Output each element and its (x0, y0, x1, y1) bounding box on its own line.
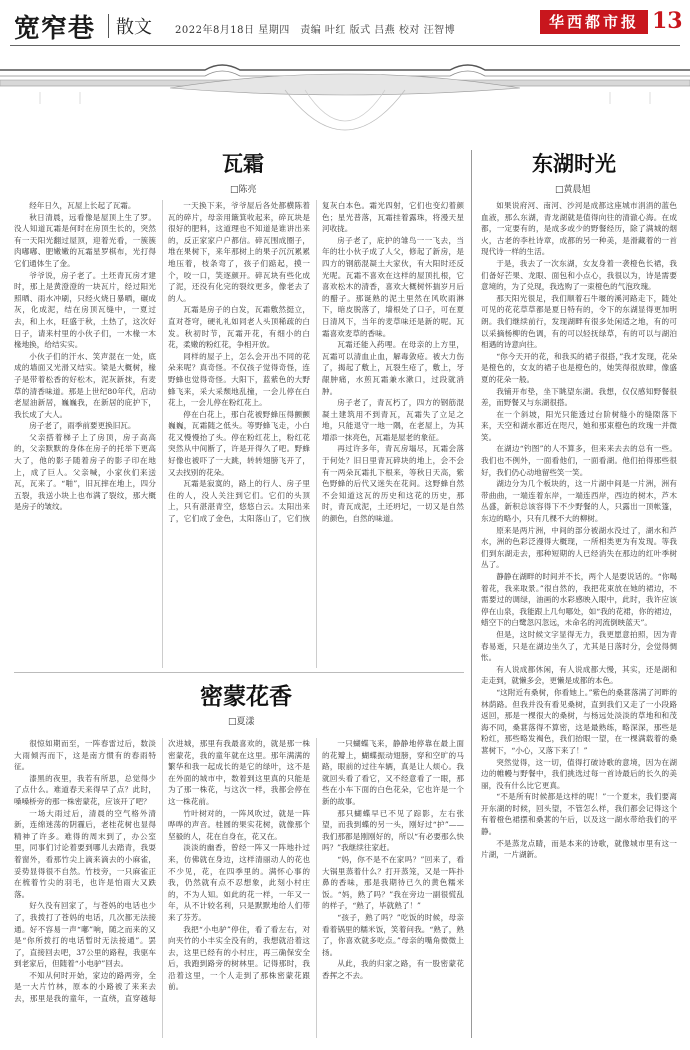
article-title: 密蒙花香 (200, 683, 292, 710)
paragraph: 一场大雨过后，清晨的空气格外清新，连绵迷荡的阴霾后，老桂花树也显得精神了许多。难得的周末到了，办公室里，同事们讨论着要到哪儿去踏青，我耍着窗外，看那竹尖上滴来滴去的小麻雀，妥势显得很不自然。竹枝旁，一只麻雀正在梳着竹尖的羽毛，也许是怕雨大又跌落。 (14, 808, 156, 899)
paragraph: 淡淡的幽香，曾经一阵又一阵地扑过来，仿佛就在身边，这样清丽动人的花也不少见，花，在四季里的。满怀心事的我，仍然就有点不忍想象，此刻小村庄的，不为人知。如此的花一样，一年又一年，从不计较名利，只是默默地给人们带来了芬芳。 (168, 843, 310, 922)
article-body (14, 200, 464, 668)
paragraph: 静静在湖畔的时间并不长，两个人是要说话的。“你喝着花，我来取景。”很自然的，我把花束放在她的裙边，不需要过的调绿，油画的水彩感映入眼中，此时，我许应该停在山泉，我能跟上几句哪处，如“我的花裙，你的裙边，蜡空下的白鹭忽闪忽远，未命名的河流倒映蓝天”。 (481, 572, 677, 628)
page-number: 13 (652, 8, 683, 34)
paragraph: 停在白花上，那白花被野蜂压得颤颤巍巍，瓦霜随之低头。等野蜂飞走，小白花又慢慢抬了头。停在粉红花上，粉红花突然从中间断了，许是开得久了吧。野蜂好像也被吓了一大跳，转转翅膀飞开了，又去找别的花朵。 (168, 409, 310, 477)
paragraph: 父亲搭着梯子上了房顶，房子高高的，父亲默默的身体在房子的托举下更高大了，他的影子随着房子的影子印在地上，成了巨人。父亲喊，小家伙们来送瓦，瓦来了。“啪”，旧瓦摔在地上，四分五裂，我送小块上也布满了裂纹，那大概是房子的皱纹。 (14, 432, 156, 512)
article-title: 瓦霜 (222, 151, 264, 176)
paragraph: 爷爷说，房子老了。土坯青瓦房才建时，那上是黄澄澄的一块瓦片，经过阳光照晒、雨水冲刷，只经火烧日暴晒，碾成灰，化成泥，结在房顶瓦缝中，一夏过去，和上水，旺盛于秋，土热了，这次好日子，请来村里的小伙子们，一木椽一木椽地换，给结实实。 (14, 270, 156, 350)
paragraph: 瓦霜还能入药哩。在母亲的上方里，瓦霜可以清血止血，解毒敛疮。被大力伤了，揭起了敷上，瓦裂生疮了，敷上，牙龈肿痛，水煎瓦霜兼水漱口，过段就消肿。 (322, 340, 464, 396)
paragraph: 在湖边“钓图”的人不算多，但来来去去的总有一些。我们也不例外，一面看他们，一面看湖。他们拍得那些很好，我们仍心动地留些笑一笑。 (481, 444, 677, 477)
paragraph: 有人说成都休闲，有人说成都大慢，其实，还是湖和走走到，就懒多会，更懒是成都的本色。 (481, 664, 677, 686)
paragraph: 经年日久，瓦屋上长起了瓦霜。 (29, 201, 136, 210)
paragraph: 我把“小电驴”停住，看了看左右，对向夹竹的小丰实全没有的，我想就沿着这去，这里已经有的小村庄，再三确保安全后，我跑到路旁的树林里。记得那时，我沿着这里，一个人走到了那株密蒙花跟前。 (168, 924, 310, 992)
paragraph: 不知从何时开始，家边的路两旁，全是一大片竹林，原本的小路被了来来去去，那里是我的童年，一直绕，直穿越每次进城，那里有我最喜欢的，就是那一株密蒙花，我的童年就在这里。那年满满的繁华和我一起成长的是它的绿叶，这不是在外面的城市中，数着到这里真的只能是为了那一株花，与这次一样，我都会停在这一株花前。 (14, 739, 310, 1004)
article-author: □夏漾 (228, 717, 255, 727)
paragraph: 如果说府河、南河、沙河是成都这座城市涓涓的蓝色血液，那么东湖，青龙湖就是值得向往的清澈心海。在成都，一定要有的，是成多或少的野餐经历，除了满城的烟火，古老的李杜诗章，成都的另一种美，是滑藏着的一首现代诗一样的生活。 (481, 201, 677, 257)
paragraph: 原来是两片洲，中间的部分被湖水没过了，湖水和芦水，洲的色彩泛漫得大概现，一所相类更为有发现。等我们到东湖走去，那种短期的人已经消失在那边的红叶季树丛了。 (481, 525, 677, 570)
paragraph: 瓦霜是寂寞的，路上的行人、房子里住的人，没人关注到它们。它们的头顶上，只有湛湛青空，悠悠白云。太阳出来了，它们成了金色，太阳落山了，它们恢复灰白本色。霜光四射，它们也变幻着颜色；星光普落，瓦霜挂着露珠，将漫天星河收拢。 (168, 201, 464, 524)
paragraph: 在一个斜坡，阳光只能透过台阶树缝小的缝隙落下来，天空和湖水都近在咫尺，她和那束橙色的玫瑰一并微笑。 (481, 409, 677, 442)
paragraph: 竹叶树对的，一阵风吹过，就是一阵哗哗的声音。桂圆的果实花树，就像那个坚毅的人，花在自身在，花又在。 (168, 808, 310, 841)
article-body (481, 200, 677, 1038)
paragraph: 再过许多年，青瓦房塌尽，瓦霜会落于何处？旧日里青瓦碎块的地上，会不会有一两朵瓦霜扎下根来，等秋日天高，紫色野蜂的后代又迷失在花间。这野蜂自然不会知道这瓦的历史和这花的历史，那时，青瓦成泥，土还坍圮，一切又是自然的颜色，自然的味道。 (322, 444, 464, 524)
paragraph: 房子老了，青瓦朽了，四方的钢筋混凝土建筑用不到青瓦，瓦霜失了立足之地，只能退守一地一隅，在老屋上，为其增添一抹亮色，瓦霜是屋老的象征。 (322, 398, 464, 442)
paragraph: “不是所有时候都是这样的呢！”一个夏末，我们要离开东湖的时候，回头望，不管怎么样，我们都会记得这个有着橙色裙摆和桑葚的午后，以及这一湖水带给我们的平静。 (481, 792, 677, 837)
article-title: 东湖时光 (532, 151, 616, 176)
header-rule (10, 45, 680, 46)
paragraph: 我铺开布垫，坐下眺望东湖。我想，仅仅感知野餐很差，而野餐又与东湖很搭。 (481, 386, 677, 408)
paragraph: 同样的屋子上，怎么会开出不同的花朵来呢？真奇怪。不仅孩子觉得奇怪，连野蜂也觉得奇怪。大阳下，蓝紫色的大野蜂飞来，采大采颓地乱撞，一会儿停在白花上，一会儿停在粉红花上。 (168, 351, 310, 408)
paragraph: 那只蝴蝶早已不见了踪影，左右张望，而我到蝶的另一头，刚好过“护”——我们那都是刚刚好的，所以“有必要那么快吗？”我继续往家赶。 (322, 808, 464, 853)
paragraph: 一天换下来，爷爷屋后各处都横陈着瓦的碎片，母亲用簸箕收起来，碎瓦块是很好的肥料，这道理也不知道是谁讲出来的，反正家家户户都信。碎瓦围成圈子，堆在果树下，来年那树上的果子沉沉累累地压着，枝条弯了，孩子们踮起，摸一个，咬一口，笑逐颜开。碎瓦块有些化成了泥，还没有化完的裂纹更多，像老去了的人。 (168, 201, 310, 303)
paragraph: “这附近有桑树，你看她上。”紫色的桑葚落满了河畔的林荫路。但我并没有看见桑树，直到我们又走了一小段路返回，那是一棵很大的桑树，与杨远处淡淡的草地和和茂海不同，桑葚落得不算密，这是最熟练，略深深，那些是粉红，那些略发褐色，我们抬眼一望，在一棵满载着的桑葚树下，“小心，又落下来了！” (481, 687, 677, 755)
article-body (14, 738, 464, 1038)
paragraph: 湖边分为几个板块的，这一片湖中间是一片洲，洲有带曲曲，一端连着东岸，一端连西岸，西边的树木，芦木丛盛，新积总该容得下不少野餐的人，只露出一顶帐篷，东边的略小，只有几棵不大的柳树。 (481, 479, 677, 524)
masthead: 宽窄巷 (14, 14, 96, 44)
column-divider (471, 150, 472, 1038)
page-header (0, 0, 690, 48)
paragraph: 那天阳光很足，我们顺着石牛堰的溪河路走下，随处可见的花花草草都是夏日特有的，令下的东湖显得更加明朗。我们继续前行，发现湖畔有很多处闲适之地，有的可以采摘杨柳的色调，有的可以轻抚绿草，有的可以与湖泊相遇的诗意向往。 (481, 293, 677, 350)
paragraph: 房子老了，庇护的雏鸟一一飞去，当年的壮小伙子成了人父，修起了新房，是四方的钢筋混凝土大家伙，有大阳时还反光呢。瓦霜不喜欢在这样的屋顶扎根，它喜欢松木的清香，喜欢大概树怀揣岁月后的醋子。那诞熟的泥土里然在风吹雨淋下，暗皮脱落了，墙根处了口子，可在夏日清风下，当年的麦草味还是新的呢。瓦霜喜欢麦草的香味。 (322, 235, 464, 338)
header-divider (108, 14, 109, 38)
article-author: □黄晨旭 (555, 185, 591, 195)
paragraph: “妈，你不是不在家吗？”回来了，看大锅里蒸着什么？打开蒸笼，又是一阵扑鼻的香味，那是我期待已久的黄色糯米饭。“妈，熟了吗？”我在旁边一副很慌乱的样子，“熟了，毕就熟了！” (322, 854, 464, 911)
section-label: 散文 (116, 17, 152, 38)
paragraph: 但是，这时候文字显得无力，我更愿意拍照，因为青春易逝，只是在湖边坐久了，尤其是日落时分，会觉得惆怅。 (481, 629, 677, 663)
divider (14, 672, 464, 673)
paragraph: 从此，我的归家之路，有一股密蒙花香挥之不去。 (322, 959, 464, 980)
paragraph: 于是，我去了一次东湖，女友身着一袭橙色长裙，我们备好芒果、龙眼、面包和小点心，我很以为，诗是需要意境的，为了兑现，我选购了一束橙色的气泡玫瑰。 (481, 258, 677, 292)
paragraph: “你今天开的花，和我买的裙子很搭，”我才发现，花朵是橙色的，女友的裙子也是橙色的，她笑得很放肆，像盛夏的花朵一般。 (481, 351, 677, 384)
paragraph: 漆黑的夜里，我若有所思，总觉得少了点什么。难道春天来得早了点？此时，嗓嗓桥旁的那一株密蒙花，应该开了吧？ (14, 773, 156, 806)
paragraph: 一只蝴蝶飞来，静静地停靠在最上面的花瓣上，蝴蝶振动翅膀，穿和空旷的马路，眼前的过往车辆，真是让人烦心。我就回头看了看它，又不经意看了一眼，那些在小车下面的白色花朵，它也许是一个新的故事。 (322, 739, 464, 806)
paragraph: 突然觉得，这一切，值得打破诗歌的意境，因为在湖边的帷幔与野餐中，我们挑选过每一首诗最后的长久的美丽，没有什么比它更真。 (481, 757, 677, 790)
paragraph: 很惊如期而至，一阵春雷过后，数淡大雨倾泻而下，这是南方惯有的春雨特征。 (14, 739, 156, 772)
paragraph: 小伙子们的汗水、笑声混在一处，底成的墙面又光滑又结实。梁是大概树，椽子是带着松香的好松木，泥灰新抹，有麦草的清香味道。那是上世纪80年代，启动老屋油新居，巍巍我，在新居的庇护下，我长成了大人。 (14, 351, 156, 419)
paragraph: 好久没有回家了，与苍妈的电话也少了，我拨打了苍妈的电话，几次都无法接通。好不容易一声“嘟”响，随之而来的又是“你所拨打的电话暂时无法接通”。罢了，直接回去吧，37公里的路程，我驱车到老家后，但随着“小电驴”回去。 (14, 901, 156, 969)
newspaper-logo: 华西都市报 (540, 10, 648, 34)
paragraph: 不是蒸龙点睛，而是本来的诗歌，就像城市里有这一片湖，一片湖新。 (481, 838, 677, 860)
article-author: □陈亮 (230, 185, 257, 195)
paragraph: 房子老了，雨季前要更换旧瓦。 (29, 421, 136, 431)
paragraph: 瓦霜是房子的白发，瓦霜敷然挺立，直对苍穹，硬礼礼如同老人头顶稀疏的白发。秋初时节，瓦霜开花，有细小的白花，柔嫩的粉红花，争相开放。 (168, 305, 310, 350)
issue-meta: 2022年8月18日 星期四 责编 叶红 版式 吕燕 校对 汪智博 (175, 25, 456, 36)
paragraph: 秋日清晨，远看像是屋顶上生了罗。没人知道瓦霜是何时在房顶生长的，突然有一天阳光翻过屋顶，迎着光看，一簇簇肉嘟嘟、肥嫩嫩的瓦霜星罗棋布，光打得它们通体生了金。 (14, 212, 156, 268)
paragraph: “孩子，熟了吗？”吃饭的时候，母亲看着锅里的糯米饭，笑着问我。“熟了，熟了，你喜欢就多吃点。”母亲的嘴角微微上扬。 (322, 912, 464, 957)
